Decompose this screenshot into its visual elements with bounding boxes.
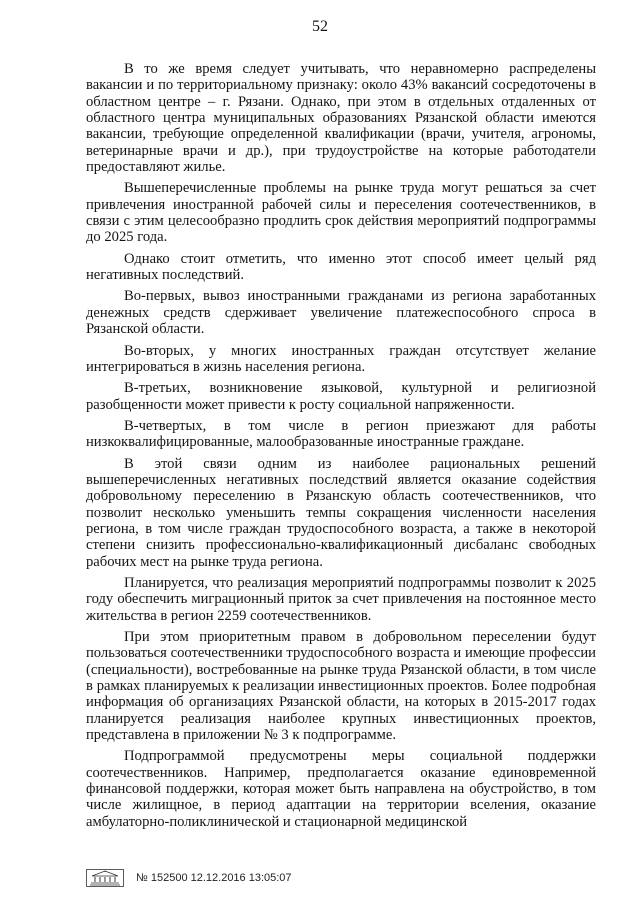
page-number: 52: [312, 18, 328, 35]
paragraph: В-четвертых, в том числе в регион приезжают для работы низкоквалифицированные, малообразованные иностранные граждане.: [86, 417, 596, 451]
paragraph: Во-вторых, у многих иностранных граждан отсутствует желание интегрироваться в жизнь населения региона.: [86, 342, 596, 375]
paragraph: Планируется, что реализация мероприятий подпрограммы позволит к 2025 году обеспечить миграционный приток за счет привлечения на постоянное место жительства в регион 2259 соотечественников.: [86, 574, 596, 624]
paragraph: В-третьих, возникновение языковой, культурной и религиозной разобщенности может привести к росту социальной напряженности.: [86, 380, 596, 413]
paragraph: В этой связи одним из наиболее рациональных решений вышеперечисленных негативных последствий является оказание содействия добровольному переселению в Рязанскую область соотечественников, что позволит несколько уменьшить темпы сокращения численности населения региона, в том числе граждан трудоспособного возраста, а также в некоторой степени снизить профессионально-квалификационный дисбаланс свободных рабочих мест на рынке труда региона.: [86, 455, 596, 570]
paragraph: Однако стоит отметить, что именно этот способ имеет целый ряд негативных последствий.: [86, 250, 596, 284]
paragraph: Во-первых, вывоз иностранными гражданами из региона заработанных денежных средств сдерживает увеличение платежеспособного спроса в Рязанской области.: [86, 288, 596, 338]
paragraph: Вышеперечисленные проблемы на рынке труда могут решаться за счет привлечения иностранной рабочей силы и переселения соотечественников, в связи с этим целесообразно продлить срок действия мероприятий подпрограммы до 2025 года.: [86, 180, 596, 246]
government-building-stamp-icon: [86, 869, 124, 887]
document-footer: [86, 868, 292, 888]
document-body: [86, 61, 596, 830]
document-registration-stamp: № 152500 12.12.2016 13:05:07: [136, 872, 292, 884]
paragraph: При этом приоритетным правом в добровольном переселении будут пользоваться соотечественники трудоспособного возраста и имеющие профессии (специальности), востребованные на рынке труда Рязанской области, в том числе в рамках планируемых к реализации инвестиционных проектов. Более подробная информация об организациях Рязанской области, на которых в 2015-2017 годах планируется реализация наиболее крупных инвестиционных проектов, представлена в приложении № 3 к подпрограмме.: [86, 629, 596, 744]
paragraph: В то же время следует учитывать, что неравномерно распределены вакансии и по территориальному признаку: около 43% вакансий сосредоточены в областном центре – г. Рязани. Однако, при этом в отдельных отдаленных от областного центра муниципальных образованиях Рязанской области имеются вакансии, требующие определенной квалификации (врачи, учителя, агрономы, ветеринарные врачи и др.), при трудоустройстве на которые работодатели предоставляют жилье.: [86, 61, 596, 176]
paragraph: Подпрограммой предусмотрены меры социальной поддержки соотечественников. Например, предполагается оказание единовременной финансовой поддержки, которая может быть направлена на обустройство, в том числе жилищное, в период адаптации на территории вселения, оказание амбулаторно-поликлинической и стационарной медицинской: [86, 748, 596, 830]
